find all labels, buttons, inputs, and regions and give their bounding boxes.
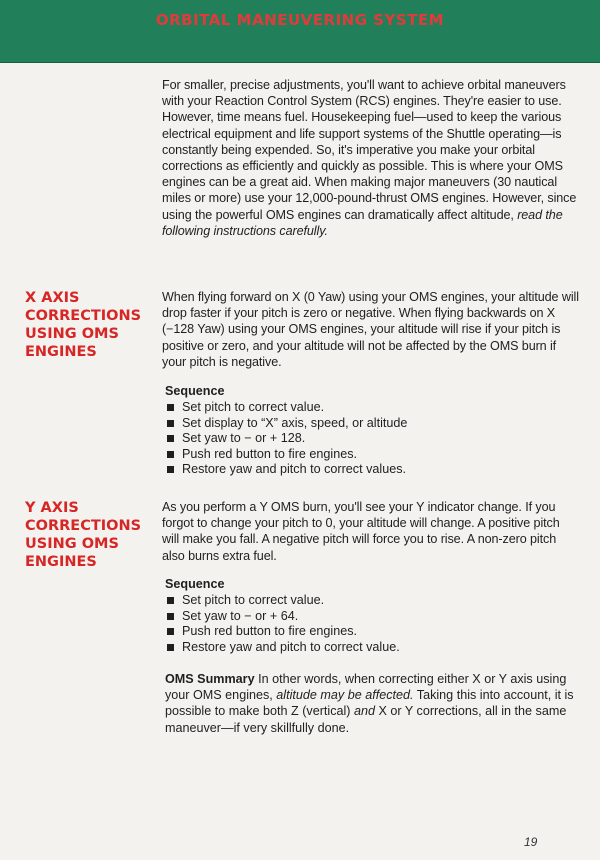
page-title: ORBITAL MANEUVERING SYSTEM xyxy=(155,11,445,29)
summary-emphasis: altitude may be affected. xyxy=(276,688,414,703)
x-axis-paragraph: When flying forward on X (0 Yaw) using your OMS engines, your altitude will drop faster if your pitch is zero or negative. When flying backwards on X (−128 Yaw) using your OMS engines, your altitude will rise if your pitch is positive or zero, and your altitude will not be affected by the OMS burn if your pitch is negative. xyxy=(162,290,579,369)
list-item: Push red button to fire engines. xyxy=(165,624,400,640)
page-number: 19 xyxy=(524,835,538,849)
y-axis-heading-line: USING OMS xyxy=(25,536,119,552)
summary-label: OMS Summary xyxy=(165,672,255,686)
summary-emphasis: and xyxy=(353,704,375,719)
x-axis-heading-line: CORRECTIONS xyxy=(25,308,142,324)
y-axis-heading-line: ENGINES xyxy=(25,554,97,570)
intro-emphasis: read the following instructions carefully. xyxy=(162,207,563,238)
y-sequence-list xyxy=(165,593,400,655)
y-axis-heading-line: Y AXIS xyxy=(25,500,79,516)
intro-paragraph xyxy=(162,77,580,239)
summary-text: Taking this into account, it is possible to make both Z (vertical) xyxy=(165,688,574,719)
y-axis-paragraph: As you perform a Y OMS burn, you'll see your Y indicator change. If you forgot to change your pitch to 0, your altitude will change. A positive pitch will make you fall. A negative pitch will force you to rise. A non-zero pitch also burns extra fuel. xyxy=(162,500,560,563)
x-sequence-title: Sequence xyxy=(165,384,225,398)
x-axis-heading-line: ENGINES xyxy=(25,344,97,360)
list-item: Restore yaw and pitch to correct values. xyxy=(165,462,407,478)
list-item: Set pitch to correct value. xyxy=(165,593,400,609)
y-axis-heading xyxy=(25,499,161,571)
list-item: Set pitch to correct value. xyxy=(165,400,407,416)
list-item: Set yaw to − or + 64. xyxy=(165,609,400,625)
oms-summary xyxy=(165,671,575,736)
y-axis-heading-line: CORRECTIONS xyxy=(25,518,142,534)
x-axis-heading-line: USING OMS xyxy=(25,326,119,342)
list-item: Set yaw to − or + 128. xyxy=(165,431,407,447)
x-sequence-list xyxy=(165,400,407,478)
y-sequence-title: Sequence xyxy=(165,577,225,591)
list-item: Restore yaw and pitch to correct value. xyxy=(165,640,400,656)
summary-text: X or Y corrections, all in the same maneuver—if very skillfully done. xyxy=(165,704,567,735)
x-axis-heading xyxy=(25,289,161,361)
intro-text: For smaller, precise adjustments, you'll want to achieve orbital maneuvers with your Reaction Control System (RCS) engines. They're easier to use. However, time means fuel. Housekeeping fuel—used to keep the various electrical equipment and life support systems of the Shuttle operating—is constantly being expended. So, it's imperative you make your orbital corrections as efficiently and quickly as possible. This is where your OMS engines can be a great aid. When making major maneuvers (30 nautical miles or more) use your 12,000-pound-thrust OMS engines. However, since using the powerful OMS engines can dramatically affect altitude, xyxy=(162,78,577,222)
header-band xyxy=(0,0,600,63)
x-axis-heading-line: X AXIS xyxy=(25,290,80,306)
list-item: Set display to “X” axis, speed, or altitude xyxy=(165,416,407,432)
list-item: Push red button to fire engines. xyxy=(165,447,407,463)
summary-text: In other words, when correcting either X or Y axis using your OMS engines, xyxy=(165,672,567,703)
